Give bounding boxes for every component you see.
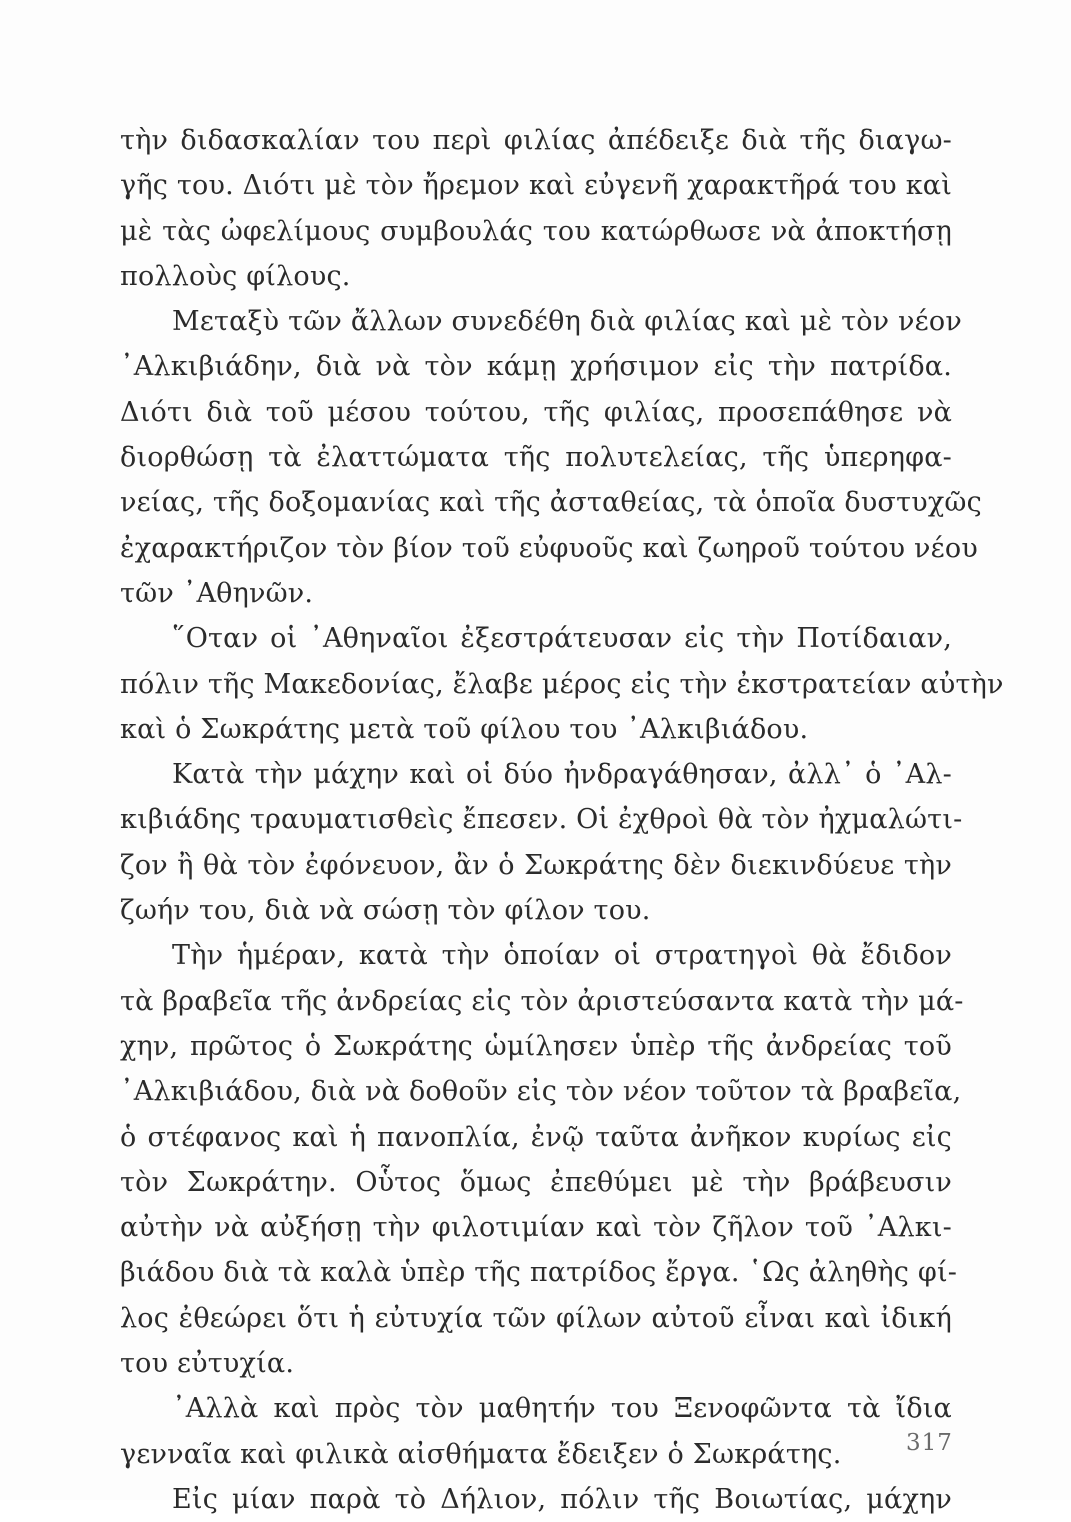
page-number: 317	[906, 1430, 953, 1456]
text-line: Διότι διὰ τοῦ μέσου τούτου, τῆς φιλίας, προσεπάθησε νὰ	[120, 396, 952, 428]
text-line: πόλιν τῆς Μακεδονίας, ἔλαβε μέρος εἰς τὴν ἐκστρατείαν αὐτὴν	[120, 668, 1004, 700]
text-line: του εὐτυχία.	[120, 1348, 295, 1380]
text-line: μὲ τὰς ὠφελίμους συμβουλάς του κατώρθωσε νὰ ἀποκτήσῃ	[120, 215, 952, 247]
text-line: γενναῖα καὶ φιλικὰ αἰσθήματα ἔδειξεν ὁ Σωκράτης.	[120, 1438, 842, 1470]
paragraph	[120, 616, 1004, 752]
text-line: ἐχαρακτήριζον τὸν βίον τοῦ εὐφυοῦς καὶ ζωηροῦ τούτου νέου	[120, 532, 978, 564]
text-line: Εἰς μίαν παρὰ τὸ Δήλιον, πόλιν τῆς Βοιωτίας, μάχην	[172, 1483, 952, 1515]
paragraph	[120, 1477, 952, 1522]
text-line: ᾿Αλλὰ καὶ πρὸς τὸν μαθητήν του Ξενοφῶντα τὰ ἴδια	[172, 1393, 952, 1425]
text-line: καὶ ὁ Σωκράτης μετὰ τοῦ φίλου του ᾿Αλκιβιάδου.	[120, 713, 809, 745]
text-line: τὸν Σωκράτην. Οὗτος ὅμως ἐπεθύμει μὲ τὴν βράβευσιν	[120, 1166, 952, 1198]
paragraph	[120, 933, 964, 1386]
paragraph	[120, 752, 963, 933]
text-line: τῶν ᾿Αθηνῶν.	[120, 577, 314, 609]
text-line: ζον ἢ θὰ τὸν ἐφόνευον, ἂν ὁ Σωκράτης δὲν διεκινδύευε τὴν	[120, 849, 952, 881]
text-line: λος ἐθεώρει ὅτι ἡ εὐτυχία τῶν φίλων αὐτοῦ εἶναι καὶ ἰδική	[120, 1302, 952, 1334]
text-line: βιάδου διὰ τὰ καλὰ ὑπὲρ τῆς πατρίδος ἔργα. ῾Ως ἀληθὴς φί-	[120, 1257, 958, 1289]
page-body-text	[120, 118, 1004, 1522]
text-line: ζωήν του, διὰ νὰ σώσῃ τὸν φίλον του.	[120, 895, 651, 927]
text-line: αὐτὴν νὰ αὐξήσῃ τὴν φιλοτιμίαν καὶ τὸν ζῆλον τοῦ ᾿Αλκι-	[120, 1212, 952, 1244]
paragraph	[120, 299, 982, 616]
text-line: ᾿Αλκιβιάδην, διὰ νὰ τὸν κάμῃ χρήσιμον εἰς τὴν πατρίδα.	[120, 351, 952, 383]
text-line: τὰ βραβεῖα τῆς ἀνδρείας εἰς τὸν ἀριστεύσαντα κατὰ τὴν μά-	[120, 985, 964, 1017]
text-line: ῞Οταν οἱ ᾿Αθηναῖοι ἐξεστράτευσαν εἰς τὴν Ποτίδαιαν,	[172, 623, 952, 655]
text-line: διορθώσῃ τὰ ἐλαττώματα τῆς πολυτελείας, τῆς ὑπερηφα-	[120, 442, 952, 474]
text-line: Κατὰ τὴν μάχην καὶ οἱ δύο ἠνδραγάθησαν, ἀλλ᾿ ὁ ᾿Αλ-	[172, 759, 952, 791]
text-line: τὴν διδασκαλίαν του περὶ φιλίας ἀπέδειξε διὰ τῆς διαγω-	[120, 125, 952, 156]
text-line: κιβιάδης τραυματισθεὶς ἔπεσεν. Οἱ ἐχθροὶ θὰ τὸν ἠχμαλώτι-	[120, 804, 963, 836]
text-line: ᾿Αλκιβιάδου, διὰ νὰ δοθοῦν εἰς τὸν νέον τοῦτον τὰ βραβεῖα,	[120, 1076, 962, 1108]
text-line: Μεταξὺ τῶν ἄλλων συνεδέθη διὰ φιλίας καὶ μὲ τὸν νέον	[172, 306, 962, 338]
paragraph	[120, 118, 952, 299]
text-line: ὁ στέφανος καὶ ἡ πανοπλία, ἐνῷ ταῦτα ἀνῆκον κυρίως εἰς	[120, 1121, 952, 1153]
text-line: νείας, τῆς δοξομανίας καὶ τῆς ἀσταθείας, τὰ ὁποῖα δυστυχῶς	[120, 487, 982, 519]
text-line: Τὴν ἡμέραν, κατὰ τὴν ὁποίαν οἱ στρατηγοὶ θὰ ἔδιδον	[172, 940, 952, 972]
paragraph	[120, 1386, 952, 1477]
text-line: γῆς του. Διότι μὲ τὸν ἤρεμον καὶ εὐγενῆ χαρακτῆρά του καὶ	[120, 170, 952, 202]
text-line: πολλοὺς φίλους.	[120, 260, 351, 292]
text-line: χην, πρῶτος ὁ Σωκράτης ὡμίλησεν ὑπὲρ τῆς ἀνδρείας τοῦ	[120, 1030, 952, 1062]
